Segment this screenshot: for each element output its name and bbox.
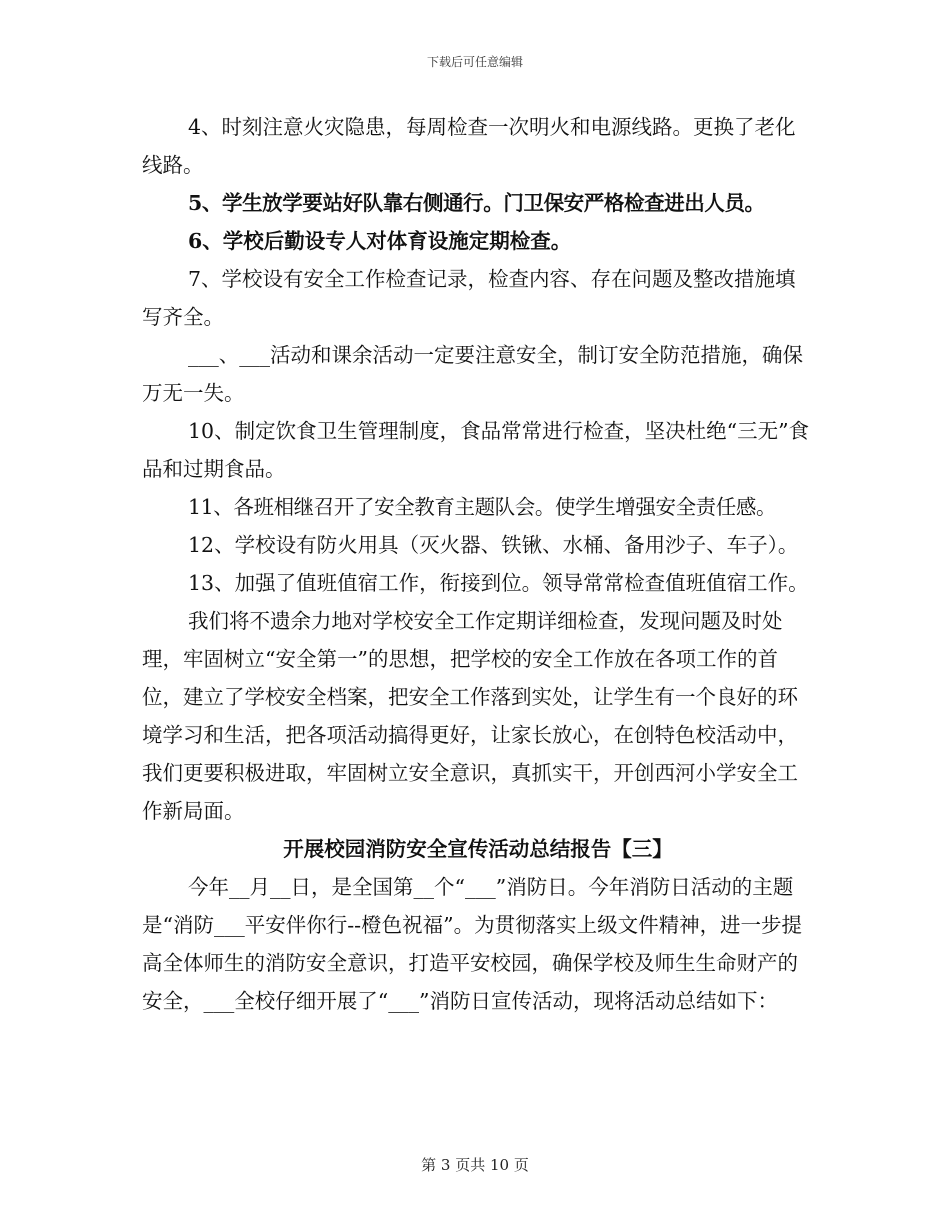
paragraph-item-13: 13、加强了值班值宿工作，衔接到位。领导常常检查值班值宿工作。 — [188, 571, 809, 595]
paragraph-item-6: 6、学校后勤设专人对体育设施定期检查。 — [188, 229, 572, 253]
paragraph-item-7: 7、学校设有安全工作检查记录，检查内容、存在问题及整改措施填写齐全。 — [142, 267, 796, 329]
section-intro-paragraph: 今年__月__日，是全国第__个“___”消防日。今年消防日活动的主题是“消防___平安伴你行--橙色祝福”。为贯彻落实上级文件精神，进一步提高全体师生的消防安全意识，打造平安校园，确保学校及师生生命财产的安全，___全校仔细开展了“___”消防日宣传活动，现将活动总结如下： — [142, 875, 803, 1013]
paragraph-item-11: 11、各班相继召开了安全教育主题队会。使学生增强安全责任感。 — [188, 495, 777, 519]
paragraph-item-12: 12、学校设有防火用具（灭火器、铁锹、水桶、备用沙子、车子）。 — [188, 533, 799, 557]
document-body — [142, 108, 814, 1020]
paragraph-item-4: 4、时刻注意火灾隐患，每周检查一次明火和电源线路。更换了老化线路。 — [142, 115, 796, 177]
header-note: 下载后可任意编辑 — [426, 55, 523, 69]
paragraph-item-10: 10、制定饮食卫生管理制度，食品常常进行检查，坚决杜绝“三无”食品和过期食品。 — [142, 419, 810, 481]
page-number: 第 3 页共 10 页 — [421, 1156, 529, 1174]
paragraph-item-5: 5、学生放学要站好队靠右侧通行。门卫保安严格检查进出人员。 — [188, 191, 765, 215]
summary-paragraph: 我们将不遗余力地对学校安全工作定期详细检查，发现问题及时处理，牢固树立“安全第一”的思想，把学校的安全工作放在各项工作的首位，建立了学校安全档案，把安全工作落到实处，让学生有一个良好的环境学习和生活，把各项活动搞得更好，让家长放心，在创特色校活动中，我们更要积极进取，牢固树立安全意识，真抓实干，开创西河小学安全工作新局面。 — [142, 609, 798, 823]
section-heading: 开展校园消防安全宣传活动总结报告【三】 — [283, 837, 673, 861]
paragraph-item-8: ___、___活动和课余活动一定要注意安全，制订安全防范措施，确保万无一失。 — [142, 343, 803, 405]
